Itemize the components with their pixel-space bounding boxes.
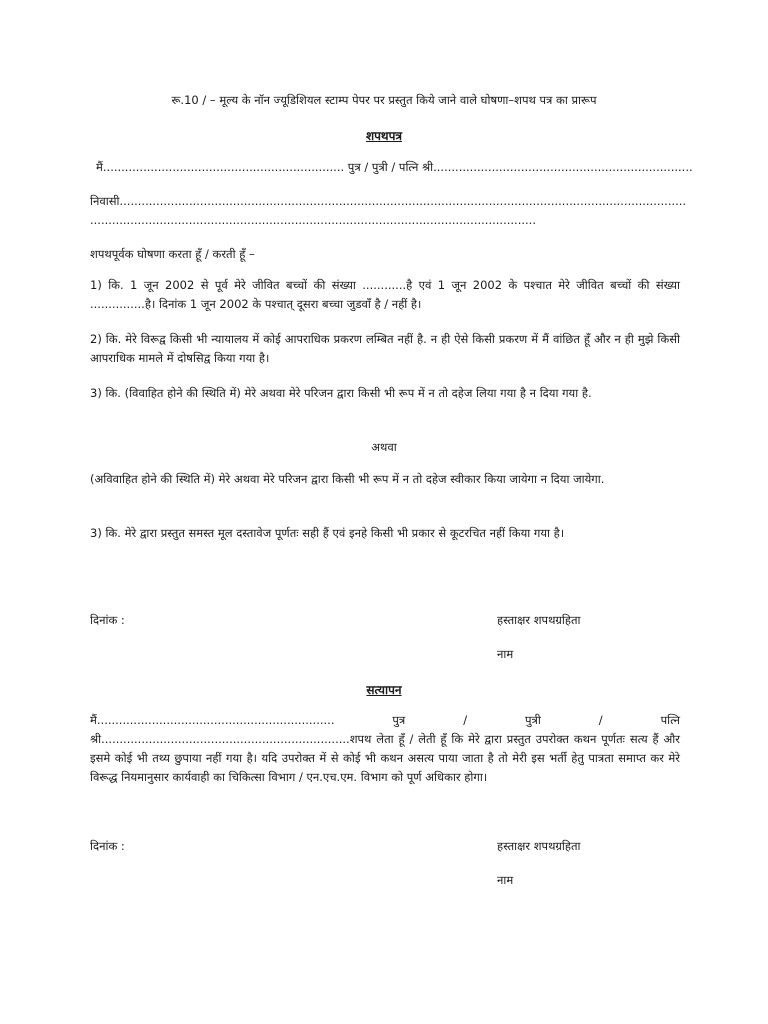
verification-name-label: नाम: [497, 873, 514, 887]
document-title: रू.10 / – मूल्य के नॉन ज्यूडिशियल स्टाम्प पेपर पर प्रस्तुत किये जाने वाले घोषणा–शपथ पत्र का प्रारूप: [171, 93, 597, 107]
clause-3: 3) कि. (विवाहित होने की स्थिति में) मेरे अथवा मेरे परिजन द्वारा किसी भी रूप में न तो दहेज लिया गया है न दिया गया है.: [90, 386, 592, 400]
verification-date-label: दिनांक :: [90, 839, 125, 853]
verification-heading: सत्यापन: [366, 683, 402, 697]
clause-4: 3) कि. मेरे द्वारा प्रस्तुत समस्त मूल दस्तावेज पूर्णतः सही हैं एवं इनहे किसी भी प्रकार से कूटरचित नहीं किया गया है।: [90, 526, 565, 540]
clause-2: 2) कि. मेरे विरूद्व किसी भी न्यायालय में कोई आपराधिक प्रकरण लम्बित नहीं है. न ही ऐसे किसी प्रकरण में मैं वांछित हूँ और न ही मुझे किसी आपराधिक मामले में दोषसिद्व किया गया है।: [90, 332, 680, 365]
declaration-intro: शपथपूर्वक घोषणा करता हूँ / करती हूँ –: [90, 247, 255, 261]
affidavit-name-label: नाम: [497, 647, 514, 661]
resident-line-1: निवासी...........................................................................................................................................................: [90, 194, 687, 208]
affidavit-signature-label: हस्ताक्षर शपथग्रहिता: [497, 613, 581, 627]
resident-line-2: ..........................................................................................................................: [90, 213, 536, 227]
or-separator: अथवा: [371, 440, 397, 454]
affidavit-heading: शपथपत्र: [365, 129, 403, 143]
affidavit-date-label: दिनांक :: [90, 613, 125, 627]
declarant-line: मैं.................................................................. पुत्र / पुत्री / पत्नि श्री.......................................................................: [96, 160, 693, 174]
clause-1: 1) कि. 1 जून 2002 से पूर्व मेरे जीवित बच्चों की संख्या ............है एवं 1 जून 2002 के पश्चात मेरे जीवित बच्चों की संख्या ...............है। दिनांक 1 जून 2002 के पश्चात् दूसरा बच्चा जुडवॉं है / नहीं है।: [90, 278, 680, 311]
verification-statement: मैं................................................................. पुत्र / पुत्री / पत्नि श्री....................................................................शपथ लेता हूँ / लेती हूँ कि मेरे द्वारा प्रस्तुत उपरोक्त कथन पूर्णतः सत्य हैं और इसमे कोई भी तथ्य छुपाया नहीं गया है। यदि उपरोक्त में से कोई भी कथन असत्य पाया जाता है तो मेरी इस भर्ती हेतु पात्रता समाप्त कर मेरे विरूद्ध नियमानुसार कार्यवाही का चिकित्सा विभाग / एन.एच.एम. विभाग को पूर्ण अधिकार होगा।: [90, 713, 680, 784]
verification-signature-label: हस्ताक्षर शपथग्रहिता: [497, 839, 581, 853]
clause-3-alternate: (अविवाहित होने की स्थिति में) मेरे अथवा मेरे परिजन द्वारा किसी भी रूप में न तो दहेज स्वीकार किया जायेगा न दिया जायेगा.: [90, 472, 605, 486]
